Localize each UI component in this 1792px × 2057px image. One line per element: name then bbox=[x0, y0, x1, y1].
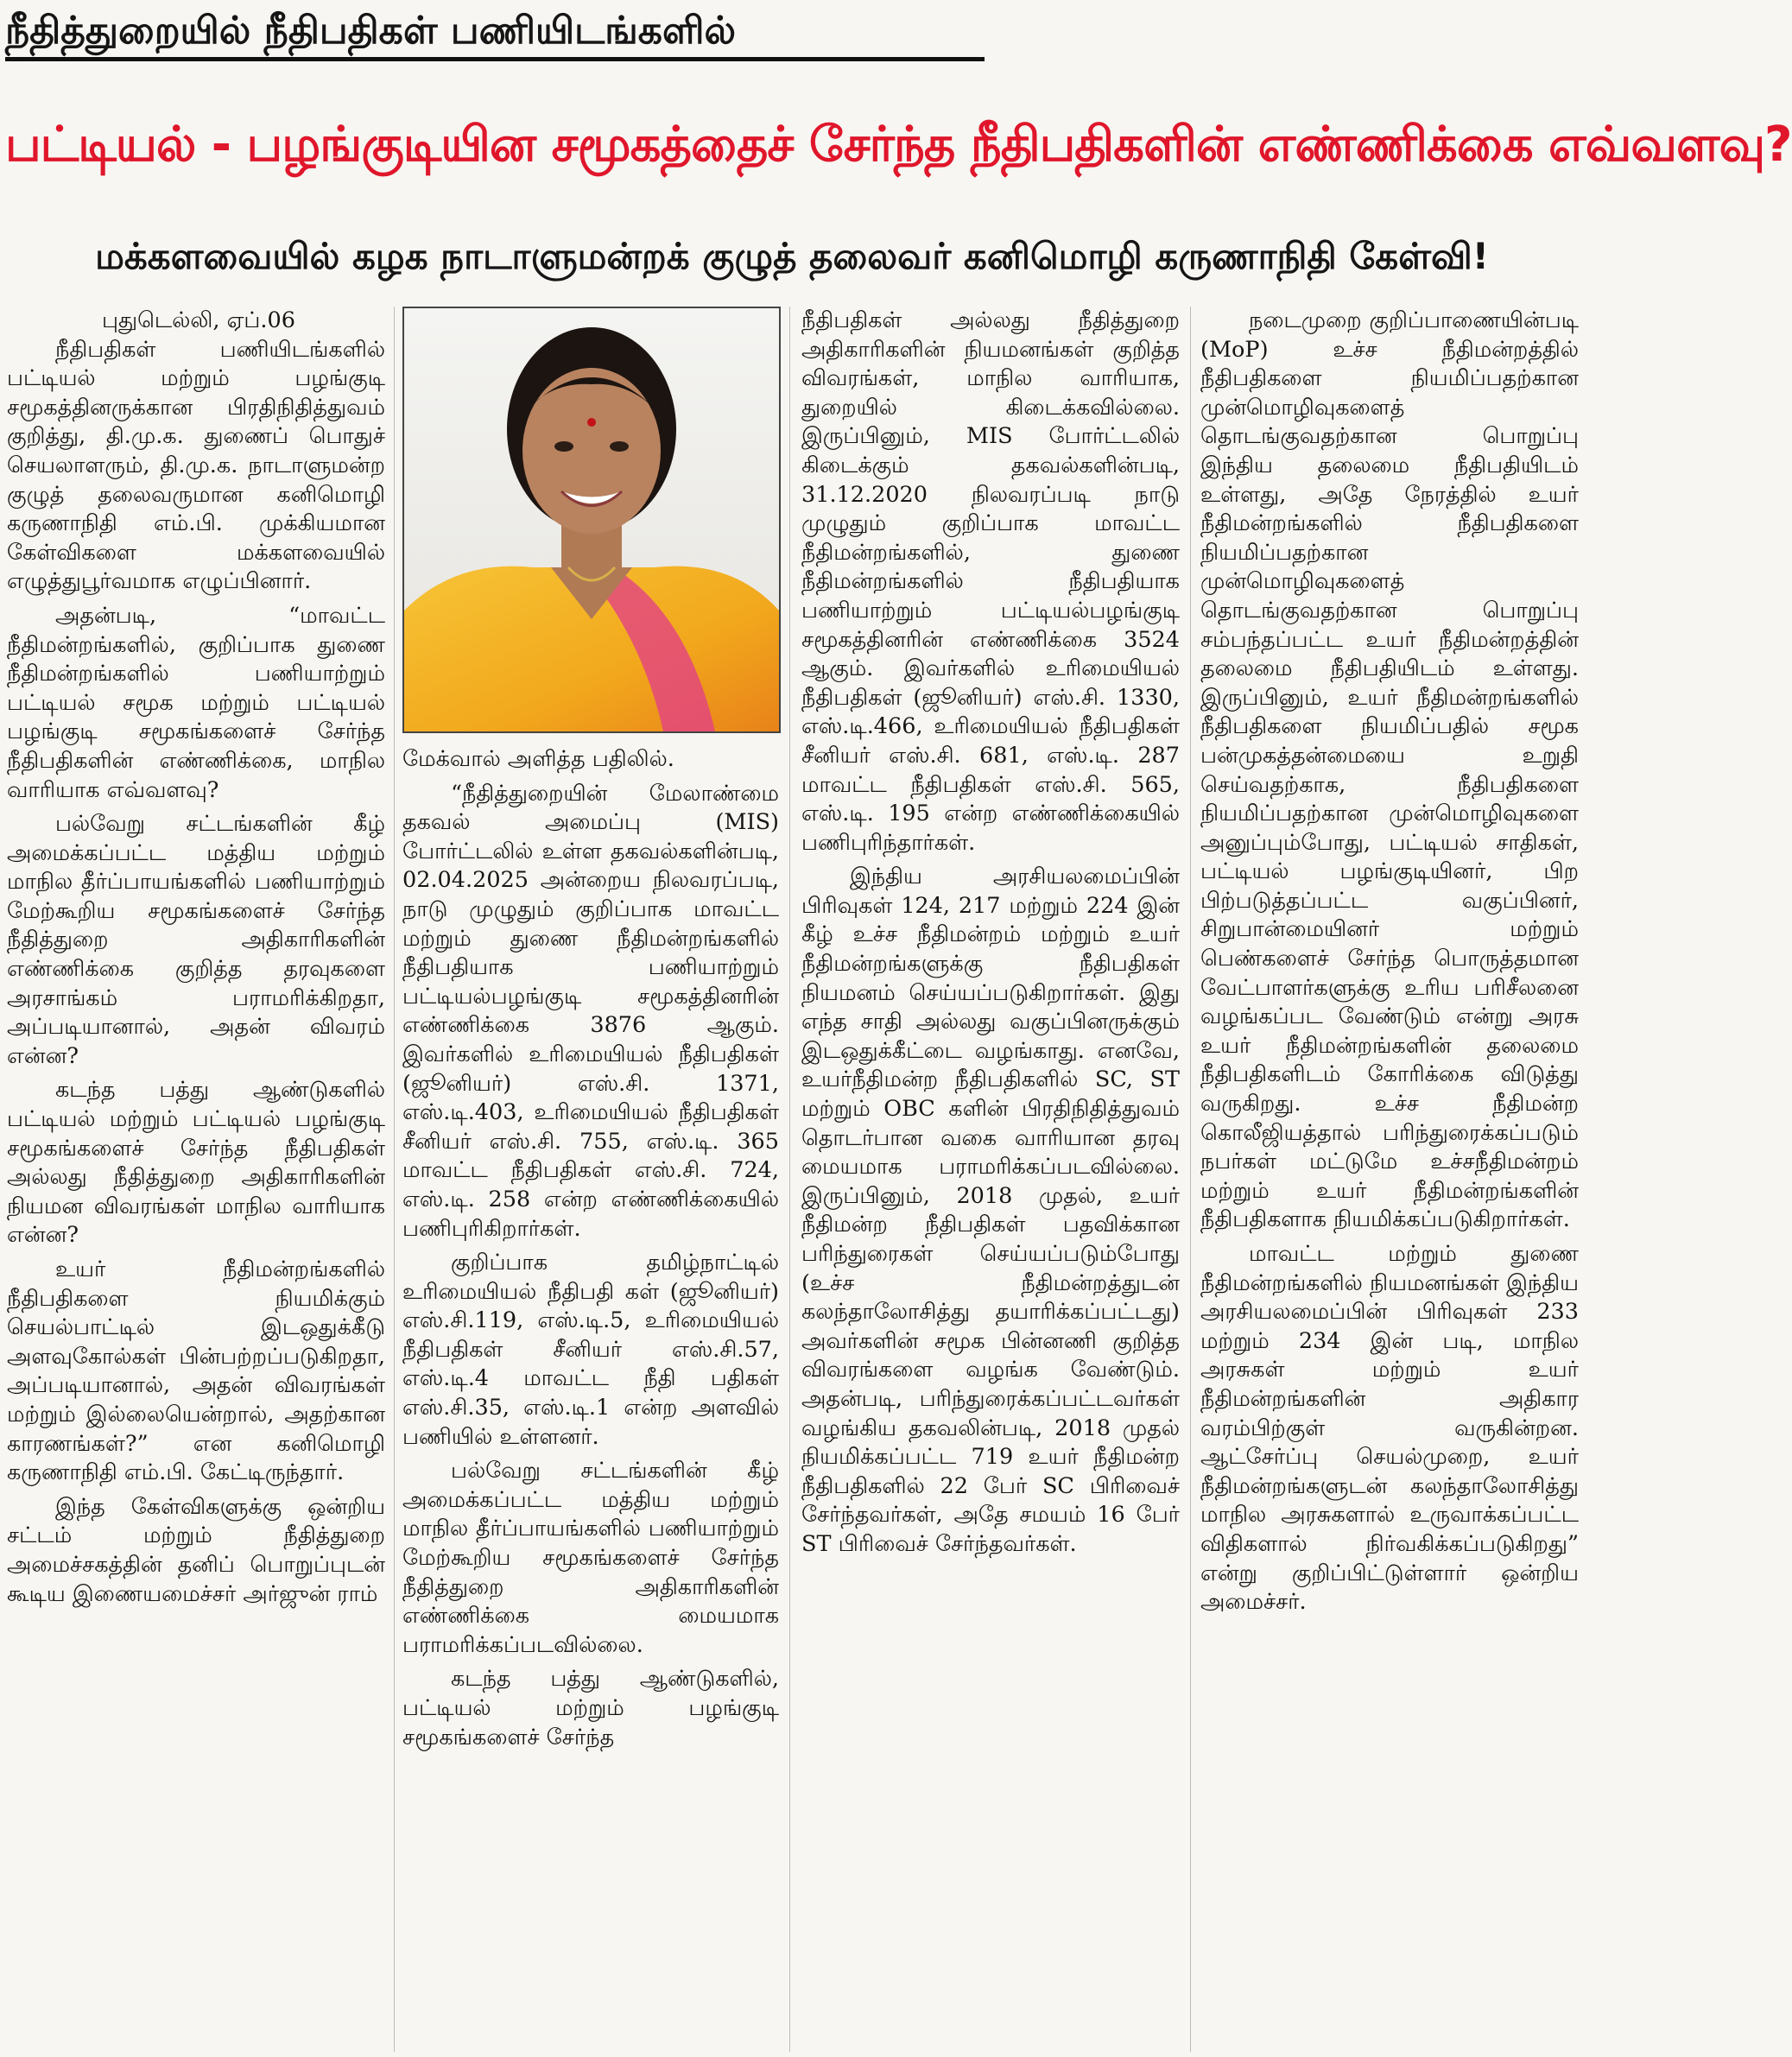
dateline: புதுடெல்லி, ஏப்.06 bbox=[102, 307, 295, 333]
column-rule bbox=[1190, 307, 1191, 2052]
paragraph: கடந்த பத்து ஆண்டுகளில் பட்டியல் மற்றும் பட்டியல் பழங்குடி சமூகங்களைச் சேர்ந்த நீதிபதிகள் அல்லது நீதித்துறை அதிகாரிகளின் நியமன விவரங்கள் மாநில வாரியாக என்ன? bbox=[7, 1077, 385, 1249]
article-column-3 bbox=[801, 307, 1180, 2052]
portrait-illustration bbox=[404, 308, 779, 731]
portrait-photo bbox=[402, 307, 781, 733]
kicker-headline: நீதித்துறையில் நீதிபதிகள் பணியிடங்களில் bbox=[5, 5, 985, 61]
sub-headline: மக்களவையில் கழக நாடாளுமன்றக் குழுத் தலைவர் கனிமொழி கருணாநிதி கேள்வி! bbox=[95, 235, 1489, 277]
paragraph: நீதிபதிகள் பணியிடங்களில் பட்டியல் மற்றும் பழங்குடி சமூகத்தினருக்கான பிரதிநிதித்துவம் குறித்து, தி.மு.க. துணைப் பொதுச் செயலாளரும், தி.மு.க. நாடாளுமன்ற குழுத் தலைவருமான கனிமொழி கருணாநிதி எம்.பி. முக்கியமான கேள்விகளை மக்களவையில் எழுத்துபூர்வமாக எழுப்பினார். bbox=[7, 336, 385, 595]
paragraph: பல்வேறு சட்டங்களின் கீழ் அமைக்கப்பட்ட மத்திய மற்றும் மாநில தீர்ப்பாயங்களில் பணியாற்றும் மேற்கூறிய சமூகங்களைச் சேர்ந்த நீதித்துறை அதிகாரிகளின் எண்ணிக்கை மையமாக பராமரிக்கப்படவில்லை. bbox=[402, 1458, 779, 1658]
article-column-4 bbox=[1200, 307, 1579, 2052]
paragraph: அதன்படி, “மாவட்ட நீதிமன்றங்களில், குறிப்பாக துணை நீதிமன்றங்களில் பணியாற்றும் பட்டியல் சமூக மற்றும் பட்டியல் பழங்குடி சமூகங்களைச் சேர்ந்த நீதிபதிகளின் எண்ணிக்கை, மாநில வாரியாக எவ்வளவு? bbox=[7, 602, 385, 803]
article-column-2 bbox=[402, 307, 779, 2052]
paragraph: “நீதித்துறையின் மேலாண்மை தகவல் அமைப்பு (MIS) போர்ட்டலில் உள்ள தகவல்களின்படி, 02.04.2025 அன்றைய நிலவரப்படி, நாடு முழுதும் குறிப்பாக மாவட்ட மற்றும் துணை நீதிமன்றங்களில் நீதிபதியாக பணியாற்றும் பட்டியல்பழங்குடி சமூகத்தினரின் எண்ணிக்கை 3876 ஆகும். இவர்களில் உரிமையியல் நீதிபதிகள் (ஜூனியர்) எஸ்.சி. 1371, எஸ்.டி.403, உரிமையியல் நீதிபதிகள் சீனியர் எஸ்.சி. 755, எஸ்.டி. 365 மாவட்ட நீதிபதிகள் எஸ்.சி. 724, எஸ்.டி. 258 என்ற எண்ணிக்கையில் பணிபுரிகிறார்கள். bbox=[402, 780, 779, 1242]
column-rule bbox=[394, 307, 395, 2052]
paragraph: குறிப்பாக தமிழ்நாட்டில் உரிமையியல் நீதிபதி கள் (ஜூனியர்) எஸ்.சி.119, எஸ்.டி.5, உரிமையியல் நீதிபதிகள் சீனியர் எஸ்.சி.57, எஸ்.டி.4 மாவட்ட நீதி பதிகள் எஸ்.சி.35, எஸ்.டி.1 என்ற அளவில் பணியில் உள்ளனர். bbox=[402, 1250, 779, 1450]
paragraph: மாவட்ட மற்றும் துணை நீதிமன்றங்களில் நியமனங்கள் இந்திய அரசியலமைப்பின் பிரிவுகள் 233 மற்றும் 234 இன் படி, மாநில அரசுகள் மற்றும் உயர் நீதிமன்றங்களின் அதிகார வரம்பிற்குள் வருகின்றன. ஆட்சேர்ப்பு செயல்முறை, உயர் நீதிமன்றங்களுடன் கலந்தாலோசித்து மாநில அரசுகளால் உருவாக்கப்பட்ட விதிகளால் நிர்வகிக்கப்படுகிறது” என்று குறிப்பிட்டுள்ளார் ஒன்றிய அமைச்சர். bbox=[1200, 1241, 1579, 1616]
paragraph: இந்த கேள்விகளுக்கு ஒன்றிய சட்டம் மற்றும் நீதித்துறை அமைச்சகத்தின் தனிப் பொறுப்புடன் கூடிய இணையமைச்சர் அர்ஜுன் ராம் bbox=[7, 1493, 385, 1607]
column-rule bbox=[789, 307, 790, 2052]
paragraph: நடைமுறை குறிப்பாணையின்படி (MoP) உச்ச நீதிமன்றத்தில் நீதிபதிகளை நியமிப்பதற்கான முன்மொழிவுகளைத் தொடங்குவதற்கான பொறுப்பு இந்திய தலைமை நீதிபதியிடம் உள்ளது, அதே நேரத்தில் உயர் நீதிமன்றங்களில் நீதிபதிகளை நியமிப்பதற்கான முன்மொழிவுகளைத் தொடங்குவதற்கான பொறுப்பு சம்பந்தப்பட்ட உயர் நீதிமன்றத்தின் தலைமை நீதிபதியிடம் உள்ளது. இருப்பினும், உயர் நீதிமன்றங்களில் நீதிபதிகளை நியமிப்பதில் சமூக பன்முகத்தன்மையை உறுதி செய்வதற்காக, நீதிபதிகளை நியமிப்பதற்கான முன்மொழிவுகளை அனுப்பும்போது, பட்டியல் சாதிகள், பட்டியல் பழங்குடியினர், பிற பிற்படுத்தப்பட்ட வகுப்பினர், சிறுபான்மையினர் மற்றும் பெண்களைச் சேர்ந்த பொருத்தமான வேட்பாளர்களுக்கு உரிய பரிசீலனை வழங்கப்பட வேண்டும் என்று அரசு உயர் நீதிமன்றங்களின் தலைமை நீதிபதிகளிடம் கோரிக்கை விடுத்து வருகிறது. உச்ச நீதிமன்ற கொலீஜியத்தால் பரிந்துரைக்கப்படும் நபர்கள் மட்டுமே உச்சநீதிமன்றம் மற்றும் உயர் நீதிமன்றங்களின் நீதிபதிகளாக நியமிக்கப்படுகிறார்கள். bbox=[1200, 307, 1579, 1233]
paragraph: உயர் நீதிமன்றங்களில் நீதிபதிகளை நியமிக்கும் செயல்பாட்டில் இடஒதுக்கீடு அளவுகோல்கள் பின்பற்றப்படுகிறதா, அப்படியானால், அதன் விவரங்கள் மற்றும் இல்லையென்றால், அதற்கான காரணங்கள்?” என கனிமொழி கருணாநிதி எம்.பி. கேட்டிருந்தார். bbox=[7, 1256, 385, 1486]
paragraph: நீதிபதிகள் அல்லது நீதித்துறை அதிகாரிகளின் நியமனங்கள் குறித்த விவரங்கள், மாநில வாரியாக, துறையில் கிடைக்கவில்லை. இருப்பினும், MIS போர்ட்டலில் கிடைக்கும் தகவல்களின்படி, 31.12.2020 நிலவரப்படி நாடு முழுதும் குறிப்பாக மாவட்ட நீதிமன்றங்களில், துணை நீதிமன்றங்களில் நீதிபதியாக பணியாற்றும் பட்டியல்பழங்குடி சமூகத்தினரின் எண்ணிக்கை 3524 ஆகும். இவர்களில் உரிமையியல் நீதிபதிகள் (ஜூனியர்) எஸ்.சி. 1330, எஸ்.டி.466, உரிமையியல் நீதிபதிகள் சீனியர் எஸ்.சி. 681, எஸ்.டி. 287 மாவட்ட நீதிபதிகள் எஸ்.சி. 565, எஸ்.டி. 195 என்ற எண்ணிக்கையில் பணிபுரிந்தார்கள். bbox=[801, 307, 1180, 856]
paragraph: இந்திய அரசியலமைப்பின் பிரிவுகள் 124, 217 மற்றும் 224 இன் கீழ் உச்ச நீதிமன்றம் மற்றும் உயர் நீதிமன்றங்களுக்கு நீதிபதிகள் நியமனம் செய்யப்படுகிறார்கள். இது எந்த சாதி அல்லது வகுப்பினருக்கும் இடஒதுக்கீட்டை வழங்காது. எனவே, உயர்நீதிமன்ற நீதிபதிகளில் SC, ST மற்றும் OBC களின் பிரதிநிதித்துவம் தொடர்பான வகை வாரியான தரவு மையமாக பராமரிக்கப்படவில்லை. இருப்பினும், 2018 முதல், உயர் நீதிமன்ற நீதிபதிகள் பதவிக்கான பரிந்துரைகள் செய்யப்படும்போது (உச்ச நீதிமன்றத்துடன் கலந்தாலோசித்து தயாரிக்கப்பட்டது) அவர்களின் சமூக பின்னணி குறித்த விவரங்களை வழங்க வேண்டும். அதன்படி, பரிந்துரைக்கப்பட்டவர்கள் வழங்கிய தகவலின்படி, 2018 முதல் நியமிக்கப்பட்ட 719 உயர் நீதிமன்ற நீதிபதிகளில் 22 பேர் SC பிரிவைச் சேர்ந்தவர்கள், அதே சமயம் 16 பேர் ST பிரிவைச் சேர்ந்தவர்கள். bbox=[801, 864, 1180, 1557]
article-column-1 bbox=[7, 307, 385, 2052]
main-headline: பட்டியல் - பழங்குடியின சமூகத்தைச் சேர்ந்த நீதிபதிகளின் எண்ணிக்கை எவ்வளவு? bbox=[5, 117, 1792, 173]
paragraph: பல்வேறு சட்டங்களின் கீழ் அமைக்கப்பட்ட மத்திய மற்றும் மாநில தீர்ப்பாயங்களில் பணியாற்றும் மேற்கூறிய சமூகங்களைச் சேர்ந்த நீதித்துறை அதிகாரிகளின் எண்ணிக்கை குறித்த தரவுகளை அரசாங்கம் பராமரிக்கிறதா, அப்படியானால், அதன் விவரம் என்ன? bbox=[7, 811, 385, 1069]
paragraph: கடந்த பத்து ஆண்டுகளில், பட்டியல் மற்றும் பழங்குடி சமூகங்களைச் சேர்ந்த bbox=[402, 1666, 779, 1750]
paragraph: மேக்வால் அளித்த பதிலில். bbox=[402, 746, 674, 772]
